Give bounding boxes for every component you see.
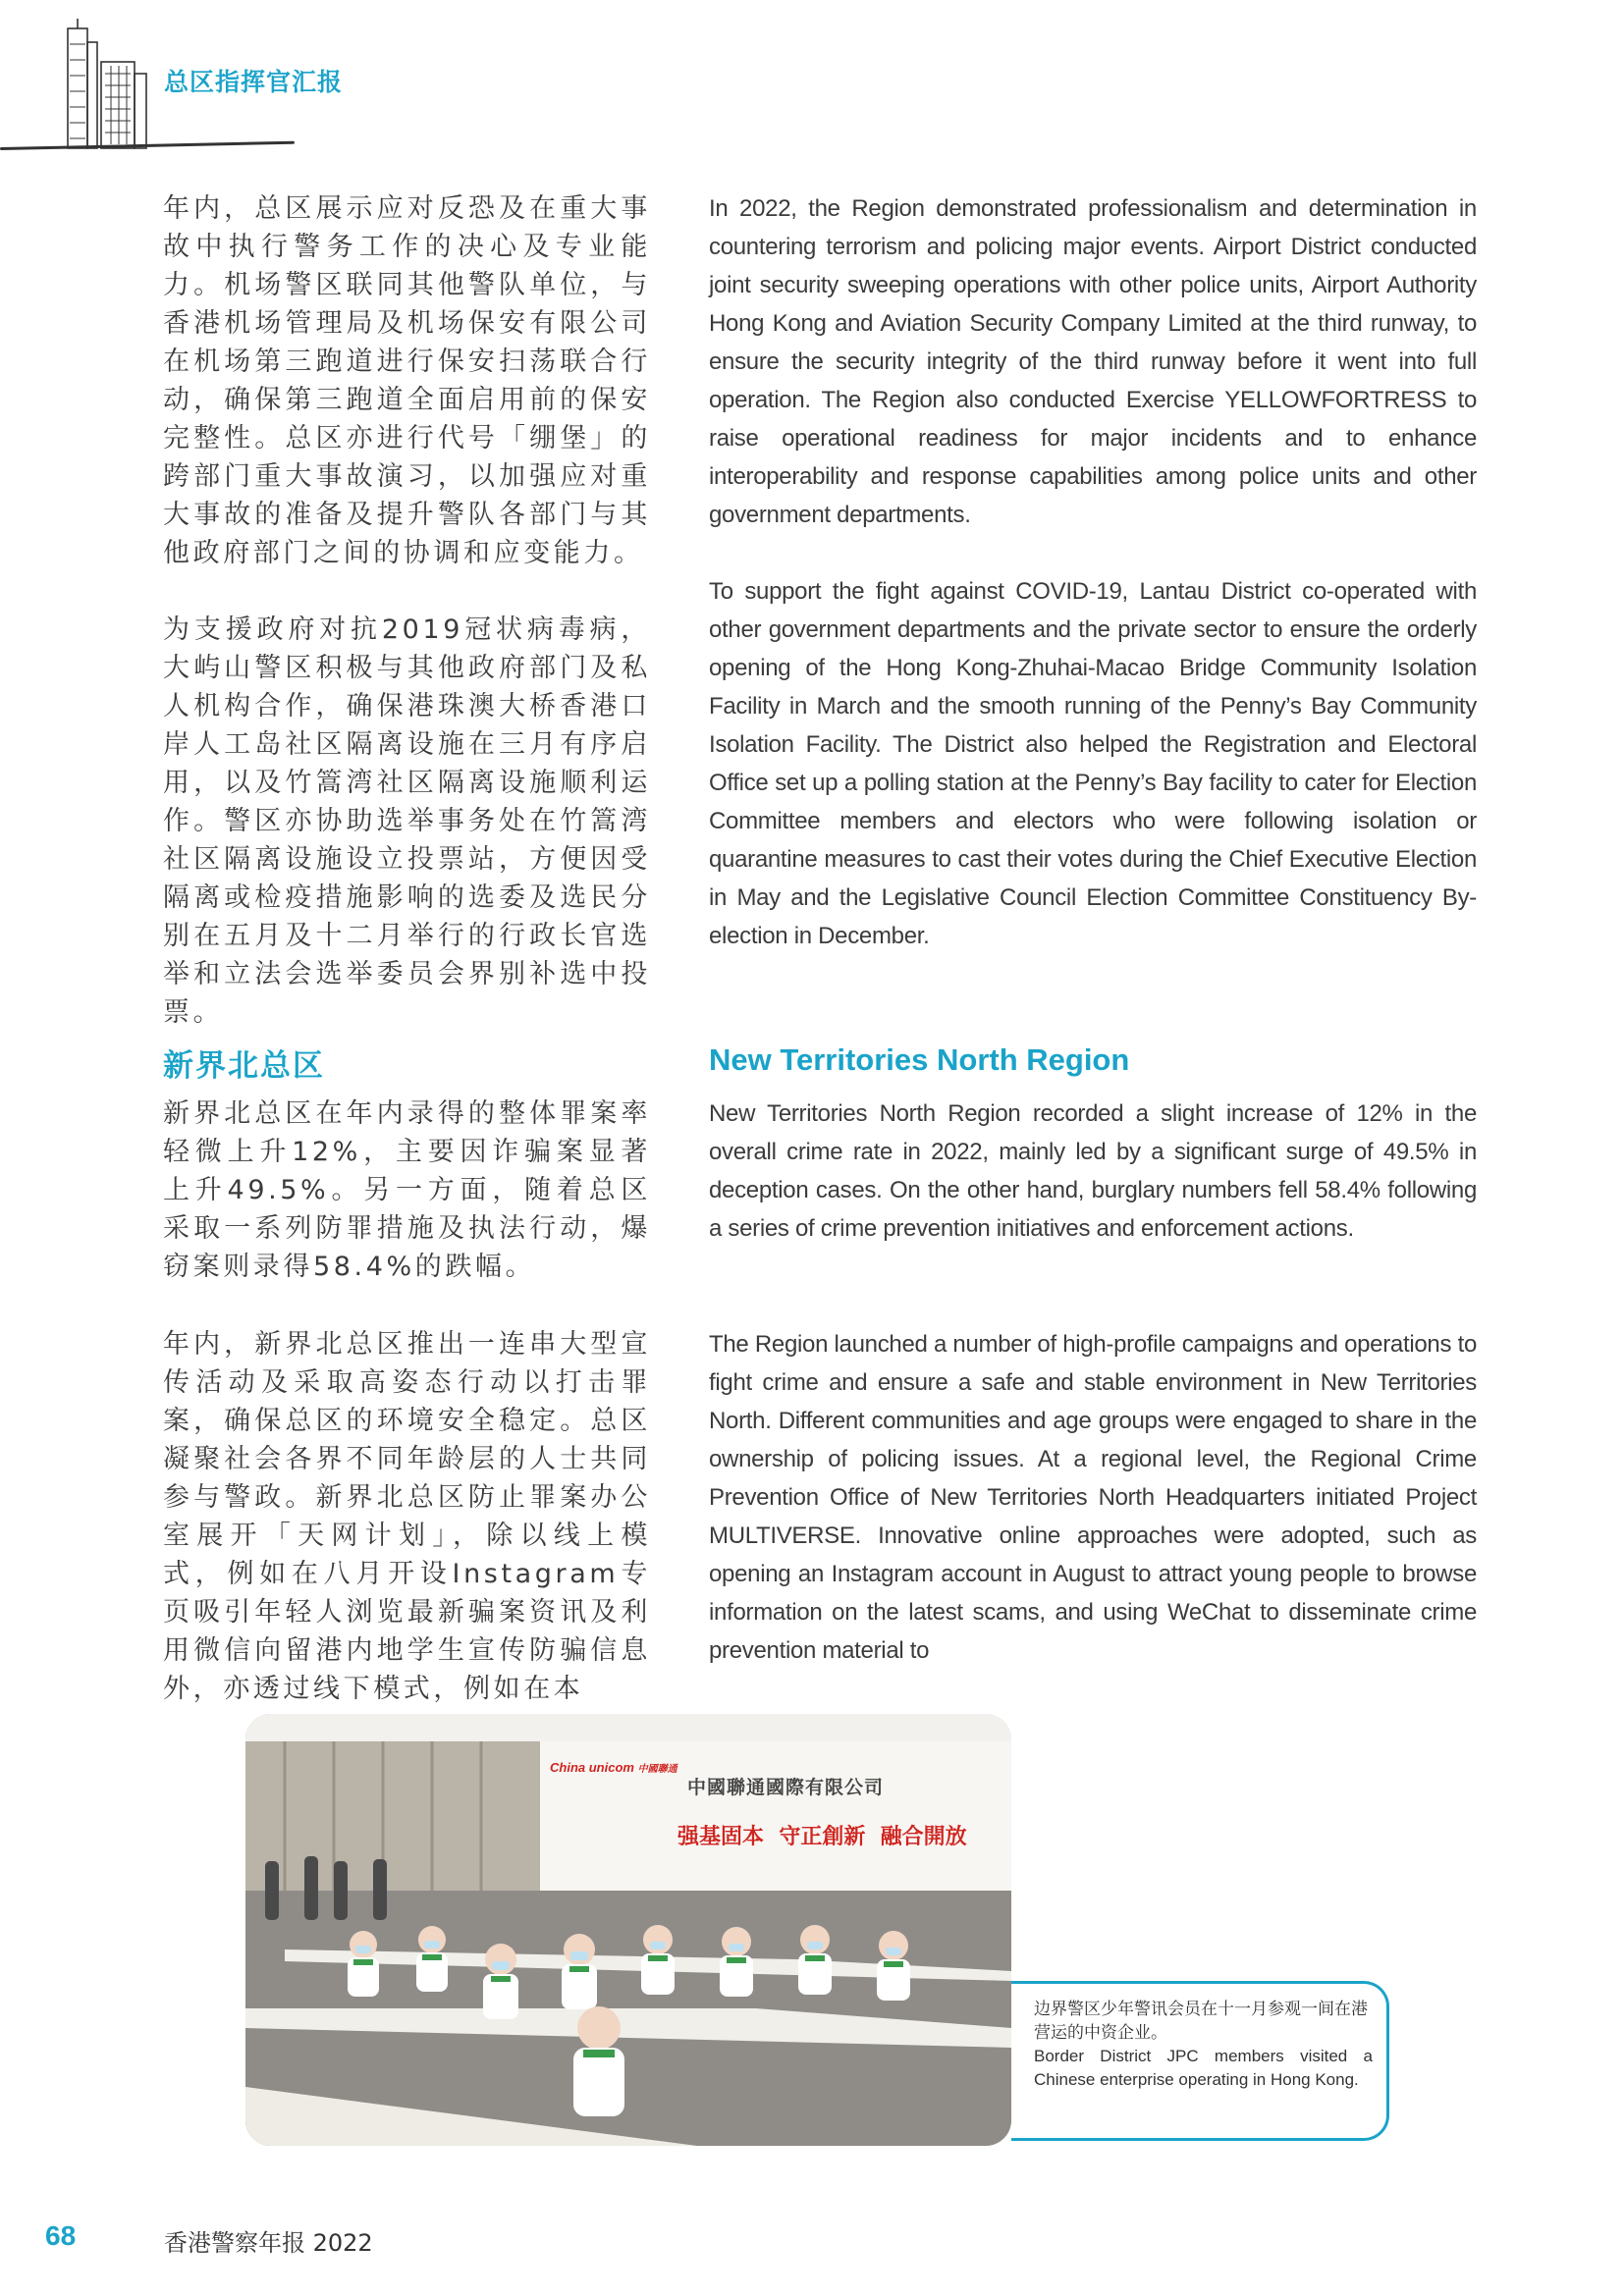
zh-paragraph-1-block [163, 189, 651, 572]
sign-logo-zh: 中國聯通 [637, 1764, 677, 1775]
en-paragraph-4: The Region launched a number of high-profile campaigns and operations to fight crime and ensure a safe and stable environment in New Territories North. Different communities and age groups were engaged to share in the ownership of policing issues. At a regional level, the Regional Crime Prevention Office of New Territories North Headquarters initiated Project MULTIVERSE. Innovative online approaches were adopted, such as opening an Instagram account in August to attract young people to browse information on the latest scams, and using WeChat to disseminate crime prevention material to [709, 1331, 1477, 1664]
zh-paragraph-3-block [163, 1095, 651, 1286]
en-paragraph-1: In 2022, the Region demonstrated professionalism and determination in countering terrorism and policing major events. Airport District conducted joint security sweeping operations with other police units, Airport Authority Hong Kong and Aviation Security Company Limited at the third runway, to ensure the security integrity of the third runway before it went into full operation. The Region also conducted Exercise YELLOWFORTRESS to raise operational readiness for major incidents and to enhance interoperability and response capabilities among police units and other government departments. [709, 195, 1477, 528]
en-paragraph-2-block [709, 572, 1477, 955]
zh-paragraph-3: 新界北总区在年内录得的整体罪案率轻微上升12%，主要因诈骗案显著上升49.5%。另一方面，随着总区采取一系列防罪措施及执法行动，爆窃案则录得58.4%的跌幅。 [163, 1098, 651, 1282]
section-title: 总区指挥官汇报 [164, 68, 344, 96]
sign-logo [550, 1761, 677, 1777]
en-paragraph-4-block [709, 1325, 1477, 1670]
zh-paragraph-2: 为支援政府对抗2019冠状病毒病，大屿山警区积极与其他政府部门及私人机构合作，确保港珠澳大桥香港口岸人工岛社区隔离设施在三月有序启用，以及竹篙湾社区隔离设施顺利运作。警区亦协助选举事务处在竹篙湾社区隔离设施设立投票站，方便因受隔离或检疫措施影响的选委及选民分别在五月及十二月举行的行政长官选举和立法会选举委员会界别补选中投票。 [163, 614, 651, 1028]
zh-heading-ntn: 新界北总区 [163, 1048, 325, 1084]
caption-en: Border District JPC members visited a Chinese enterprise operating in Hong Kong. [1034, 2047, 1373, 2089]
sign-slogan: 强基固本 守正創新 融合開放 [677, 1825, 967, 1849]
zh-paragraph-4-block [163, 1325, 651, 1708]
building-sketch-icon [54, 15, 162, 152]
photo-jpc-visit [245, 1714, 1011, 2146]
caption-zh: 边界警区少年警讯会员在十一月参观一间在港营运的中资企业。 [1034, 2000, 1368, 2043]
en-heading-ntn: New Territories North Region [709, 1042, 1130, 1077]
page-number: 68 [45, 2220, 77, 2251]
zh-paragraph-4: 年内，新界北总区推出一连串大型宣传活动及采取高姿态行动以打击罪案，确保总区的环境安全稳定。总区凝聚社会各界不同年龄层的人士共同参与警政。新界北总区防止罪案办公室展开「天网计划」，除以线上模式，例如在八月开设Instagram专页吸引年轻人浏览最新骗案资讯及利用微信向留港内地学生宣传防骗信息外，亦透过线下模式，例如在本 [163, 1329, 651, 1704]
sign-logo-en: China unicom [550, 1760, 634, 1775]
en-paragraph-1-block [709, 189, 1477, 534]
publication-title: 香港警察年报 2022 [164, 2229, 373, 2257]
en-paragraph-3: New Territories North Region recorded a slight increase of 12% in the overall crime rate in 2022, mainly led by a significant surge of 49.5% in deception cases. On the other hand, burglary numbers fell 58.4% following a series of crime prevention initiatives and enforcement actions. [709, 1100, 1477, 1242]
sign-company: 中國聯通國際有限公司 [687, 1777, 885, 1798]
en-paragraph-2: To support the fight against COVID-19, Lantau District co-operated with other government departments and the private sector to ensure the orderly opening of the Hong Kong-Zhuhai-Macao Bridge Community Isolation Facility in March and the smooth running of the Penny’s Bay Community Isolation Facility. The District also helped the Registration and Electoral Office set up a polling station at the Penny’s Bay facility to cater for Election Committee members and electors who were following isolation or quarantine measures to cast their votes during the Chief Executive Election in May and the Legislative Council Election Committee Constituency By-election in December. [709, 578, 1477, 949]
zh-paragraph-1: 年内，总区展示应对反恐及在重大事故中执行警务工作的决心及专业能力。机场警区联同其他警队单位，与香港机场管理局及机场保安有限公司在机场第三跑道进行保安扫荡联合行动，确保第三跑道全面启用前的保安完整性。总区亦进行代号「绷堡」的跨部门重大事故演习，以加强应对重大事故的准备及提升警队各部门与其他政府部门之间的协调和应变能力。 [163, 193, 651, 568]
en-paragraph-3-block [709, 1095, 1477, 1248]
zh-paragraph-2-block [163, 611, 651, 1032]
